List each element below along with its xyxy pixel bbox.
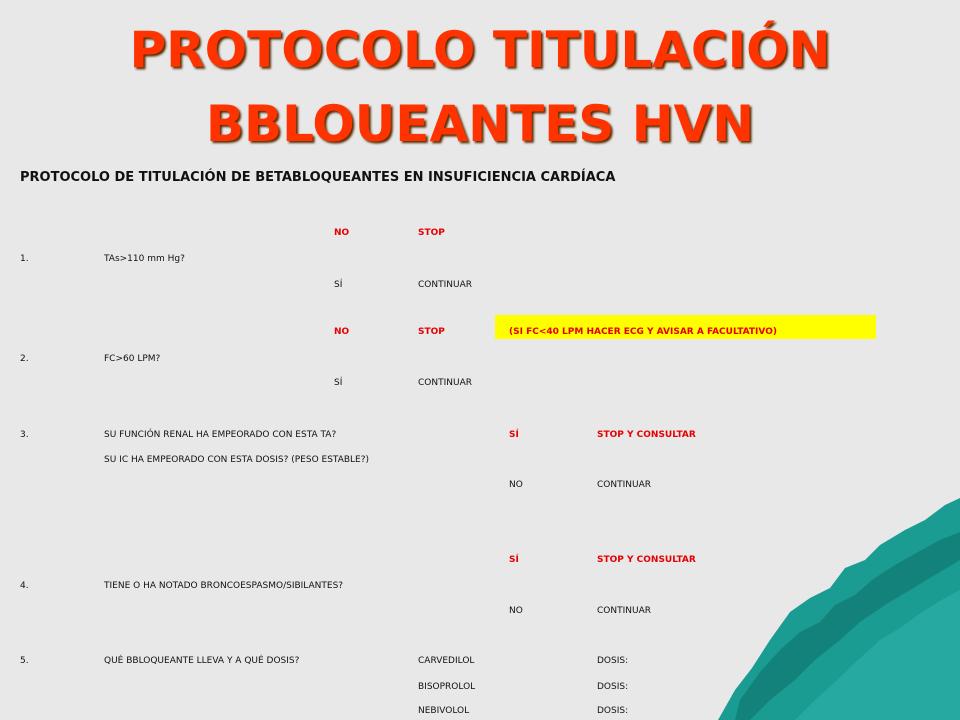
q2-number: 2. — [20, 354, 29, 364]
drug-dose-bisoprolol: DOSIS: — [597, 682, 629, 692]
drug-name-bisoprolol: BISOPROLOL — [418, 682, 476, 692]
q2-yes-label: SÍ — [334, 378, 343, 388]
q5-number: 5. — [20, 656, 29, 666]
q3-continue-label: CONTINUAR — [597, 480, 651, 490]
q2-continue-label: CONTINUAR — [418, 378, 472, 388]
q4-continue-label: CONTINUAR — [597, 606, 651, 616]
q1-no-label: NO — [334, 228, 350, 238]
q3-number: 3. — [20, 430, 29, 440]
q1-number: 1. — [20, 254, 29, 264]
drug-dose-nebivolol: DOSIS: — [597, 706, 629, 716]
slide-title-line2: BBLOUEANTES HVN — [205, 95, 755, 153]
q1-stop-label: STOP — [418, 228, 445, 238]
q4-question: TIENE O HA NOTADO BRONCOESPASMO/SIBILANTES? — [104, 581, 344, 591]
drug-name-nebivolol: NEBIVOLOL — [418, 706, 470, 716]
q4-stop-label: STOP Y CONSULTAR — [597, 555, 696, 565]
q2-no-label: NO — [334, 327, 350, 337]
q5-question: QUÉ BBLOQUEANTE LLEVA Y A QUÉ DOSIS? — [104, 656, 300, 666]
q4-number: 4. — [20, 581, 29, 591]
protocol-heading: PROTOCOLO DE TITULACIÓN DE BETABLOQUEANTES EN INSUFICIENCIA CARDÍACA — [20, 170, 616, 185]
q2-warning-note: (SI FC<40 LPM HACER ECG Y AVISAR A FACULTATIVO) — [509, 327, 777, 337]
q3-question: SU FUNCIÓN RENAL HA EMPEORADO CON ESTA TA? — [104, 430, 337, 440]
q4-no-label: NO — [509, 606, 523, 616]
q2-question: FC>60 LPM? — [104, 354, 161, 364]
q1-yes-label: SÍ — [334, 280, 343, 290]
q2-stop-label: STOP — [418, 327, 445, 337]
q3-stop-label: STOP Y CONSULTAR — [597, 430, 696, 440]
q3-question-2: SU IC HA EMPEORADO CON ESTA DOSIS? (PESO ESTABLE?) — [104, 455, 370, 465]
drug-name-carvedilol: CARVEDILOL — [418, 656, 475, 666]
q1-continue-label: CONTINUAR — [418, 280, 472, 290]
slide-title-line1: PROTOCOLO TITULACIÓN — [129, 21, 831, 79]
q4-yes-label: SÍ — [509, 555, 519, 565]
q3-yes-label: SÍ — [509, 430, 519, 440]
drug-dose-carvedilol: DOSIS: — [597, 656, 629, 666]
q1-question: TAs>110 mm Hg? — [104, 254, 185, 264]
q3-no-label: NO — [509, 480, 523, 490]
